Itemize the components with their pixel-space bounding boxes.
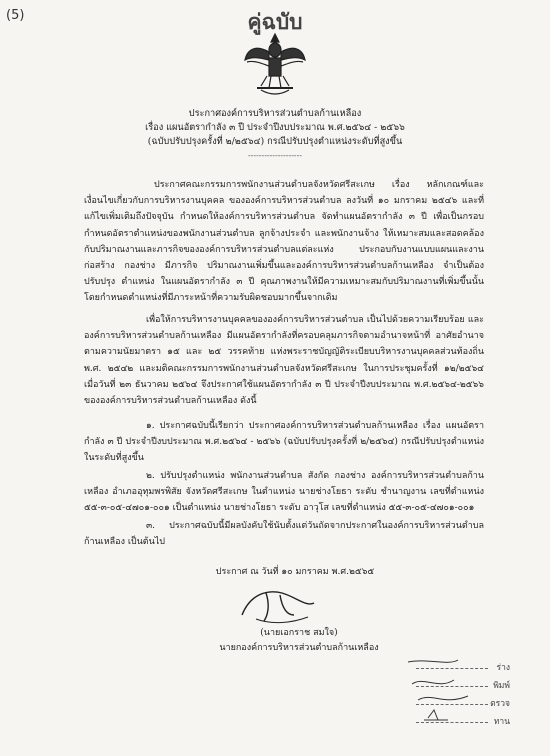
item-2: ๒. ปรับปรุงตำแหน่ง พนักงานส่วนตำบล สังกัด กองช่าง องค์การบริหารส่วนตำบลก้านเหลือง อำเภออุทุมพรพิสัย จังหวัดศรีสะเกษ ในตำแหน่ง นายช่างโยธา ระดับ ชำนาญงาน เลขที่ตำแหน่ง ๕๕-๓-๐๕-๔๗๐๑-๐๐๑ เป็นตำแหน่ง นายช่างโยธา ระดับ อาวุโส เลขที่ตำแหน่ง ๕๕-๓-๐๕-๔๗๐๑-๐๐๑ — [84, 471, 484, 514]
copy-stamp: คู่ฉบับ — [247, 10, 303, 34]
announcement-date: ประกาศ ณ วันที่ ๑๐ มกราคม พ.ศ.๒๕๖๕ — [215, 567, 375, 577]
initial-review-label: ทาน — [493, 717, 510, 727]
initial-print-label: พิมพ์ — [493, 681, 510, 691]
item-3: ๓. ประกาศฉบับนี้มีผลบังคับใช้นับตั้งแต่วันถัดจากประกาศในองค์การบริหารส่วนตำบลก้านเหลือง เป็นต้นไป — [84, 521, 484, 548]
header-line-2: เรื่อง แผนอัตรากำลัง ๓ ปี ประจำปีงบประมาณ พ.ศ.๒๕๖๔ - ๒๕๖๖ — [145, 122, 405, 133]
item-1: ๑. ประกาศฉบับนี้เรียกว่า ประกาศองค์การบริหารส่วนตำบลก้านเหลือง เรื่อง แผนอัตรากำลัง ๓ ปี ประจำปีงบประมาณ พ.ศ.๒๕๖๔ - ๒๕๖๖ (ฉบับปรับปรุงครั้งที่ ๒/๒๕๖๔) กรณีปรับปรุงตำแหน่งในระดับที่สูงขึ้น — [84, 421, 484, 464]
paragraph-1: ประกาศคณะกรรมการพนักงานส่วนตำบลจังหวัดศรีสะเกษ เรื่อง หลักเกณฑ์และเงื่อนไขเกี่ยวกับการบริหารงานบุคคล ขององค์การบริหารส่วนตำบล ลงวันที่ ๑๐ มกราคม ๒๕๔๖ และที่แก้ไขเพิ่มเติมถึงปัจจุบัน กำหนดให้องค์การบริหารส่วนตำบล จัดทำแผนอัตรากำลัง ๓ ปี เพื่อเป็นกรอบกำหนดอัตราตำแหน่งของพนักงานส่วนตำบล ลูกจ้างประจำ และพนักงานจ้าง ให้เหมาะสมและสอดคล้องกับปริมาณงานและภารกิจขององค์การบริหารส่วนตำบลแต่ละแห่ง ประกอบกับงานแบบแผนและงานก่อสร้าง กองช่าง มีภารกิจ ปริมาณงานเพิ่มขึ้นและองค์การบริหารส่วนตำบลก้านเหลือง จำเป็นต้องปรับปรุง ตำแหน่ง ในแผนอัตรากำลัง ๓ ปี คุณภาพงานให้มีความเหมาะสมกับปริมาณงานที่เพิ่มขึ้นนั้น โดยกำหนดตำแหน่งที่มีภาระหน้าที่ความรับผิดชอบมากขึ้นจากเดิม — [84, 180, 484, 304]
paragraph-2: เพื่อให้การบริหารงานบุคคลขององค์การบริหารส่วนตำบล เป็นไปด้วยความเรียบร้อย และองค์การบริหารส่วนตำบลก้านเหลือง มีแผนอัตรากำลังที่ครอบคลุมภารกิจตามอำนาจหน้าที่ อาศัยอำนาจตามความนัยมาตรา ๑๕ และ ๒๕ วรรคท้าย แห่งพระราชบัญญัติระเบียบบริหารงานบุคคลส่วนท้องถิ่น พ.ศ. ๒๕๔๒ และมติคณะกรรมการพนักงานส่วนตำบลจังหวัดศรีสะเกษ ในการประชุมครั้งที่ ๑๒/๒๕๖๔ เมื่อวันที่ ๒๓ ธันวาคม ๒๕๖๔ จึงประกาศใช้แผนอัตรากำลัง ๓ ปี ประจำปีงบประมาณ พ.ศ.๒๕๖๔-๒๕๖๖ ขององค์การบริหารส่วนตำบลก้านเหลือง ดังนี้ — [84, 315, 484, 407]
signer-title: นายกองค์การบริหารส่วนตำบลก้านเหลือง — [219, 643, 379, 653]
handwritten-signature — [236, 585, 320, 627]
header-line-3: (ฉบับปรับปรุงครั้งที่ ๒/๒๕๖๔) กรณีปรับปรุงตำแหน่งระดับที่สูงขึ้น — [147, 136, 403, 147]
handwritten-initials — [398, 656, 510, 746]
initial-draft-label: ร่าง — [496, 663, 510, 673]
garuda-emblem-icon — [243, 30, 307, 100]
initial-check-label: ตรวจ — [490, 699, 510, 709]
signer-name: (นายเอกราช สมใจ) — [260, 628, 338, 638]
header-line-1: ประกาศองค์การบริหารส่วนตำบลก้านเหลือง — [188, 108, 362, 119]
header-divider: -------------------- — [247, 151, 303, 160]
page-number: (5) — [6, 8, 25, 23]
